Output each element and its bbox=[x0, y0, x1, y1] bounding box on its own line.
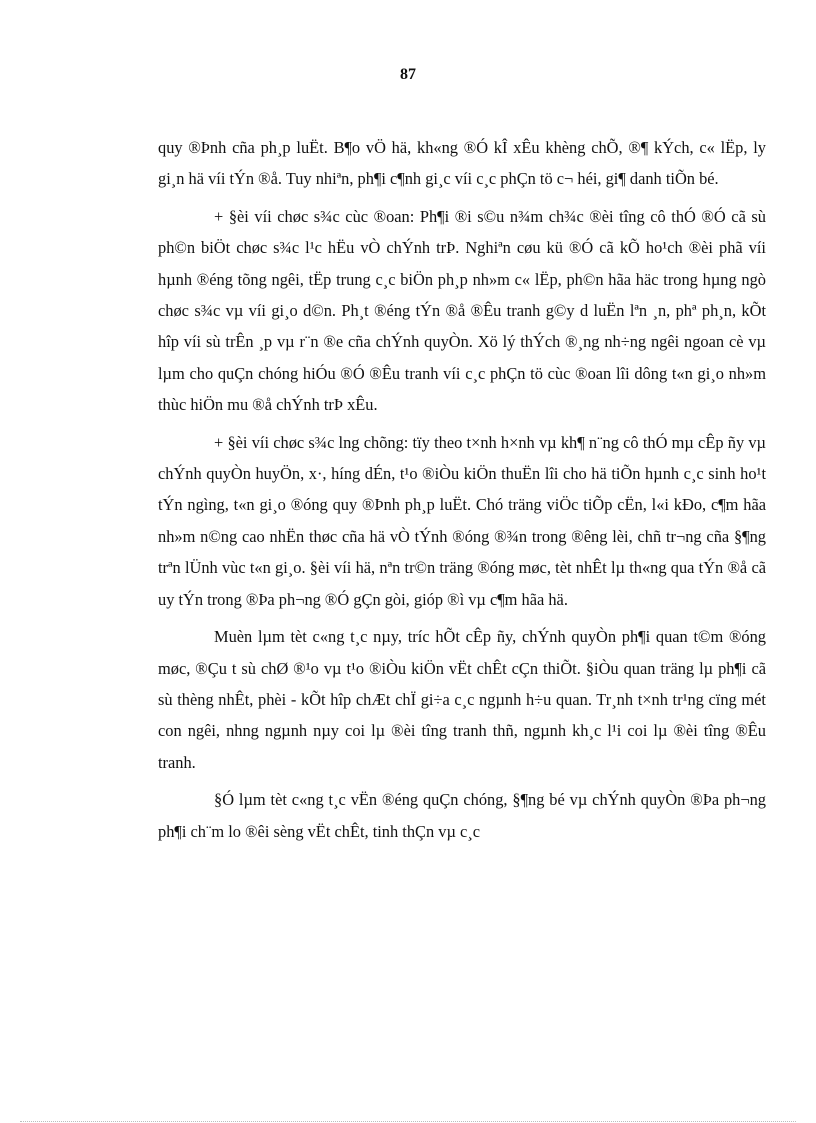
page-number: 87 bbox=[400, 66, 416, 83]
page-bottom-divider bbox=[20, 1121, 796, 1122]
paragraph-5: §Ó lµm tèt c«ng t¸c vËn ®éng quÇn chóng, §¶ng bé vµ chÝnh quyÒn ®Þa ph¬ng ph¶i ch¨m lo ®êi sèng vËt chÊt, tinh thÇn vµ c¸c bbox=[158, 790, 766, 841]
paragraph-1: quy ®Þnh cña ph¸p luËt. B¶o vÖ hä, kh«ng ®Ó kÎ xÊu khèng chÕ, ®¶ kÝch, c« lËp, ly gi¸n hä víi tÝn ®å. Tuy nhiªn, ph¶i c¶nh gi¸c víi c¸c phÇn tö c¬ héi, gi¶ danh tiÕn bé. bbox=[158, 138, 766, 189]
paragraph-2: + §èi víi chøc s¾c cùc ®oan: Ph¶i ®i s©u n¾m ch¾c ®èi tîng cô thÓ ®Ó cã sù ph©n biÖt chøc s¾c l¹c hËu vÒ chÝnh trÞ. Nghiªn cøu kü ®Ó cã kÕ ho¹ch ®èi phã víi hµnh ®éng tõng ngêi, tËp trung c¸c biÖn ph¸p nh»m c« lËp, ph©n hãa häc trong hµng ngò chøc s¾c vµ víi gi¸o d©n. Ph¸t ®éng tÝn ®å ®Êu tranh g©y d luËn lªn ¸n, phª ph¸n, kÕt hîp víi sù trÊn ¸p vµ r¨n ®e cña chÝnh quyÒn. Xö lý thÝch ®¸ng nh÷ng ngêi ngoan cè vµ lµm cho quÇn chóng hiÓu ®Ó ®Êu tranh víi c¸c phÇn tö cùc ®oan lîi dông t«n gi¸o nh»m thùc hiÖn mu ®å chÝnh trÞ xÊu. bbox=[158, 206, 766, 415]
paragraph-4: Muèn lµm tèt c«ng t¸c nµy, tríc hÕt cÊp ñy, chÝnh quyÒn ph¶i quan t©m ®óng møc, ®Çu t sù chØ ®¹o vµ t¹o ®iÒu kiÖn vËt chÊt cÇn thiÕt. §iÒu quan träng lµ ph¶i cã sù thèng nhÊt, phèi - kÕt hîp chÆt chÏ gi÷a c¸c ngµnh h÷u quan. Tr¸nh t×nh tr¹ng cïng mét con ngêi, nhng ngµnh nµy coi lµ ®èi tîng tranh thñ, ngµnh kh¸c l¹i coi lµ ®èi tîng ®Êu tranh. bbox=[158, 627, 766, 772]
paragraph-3: + §èi víi chøc s¾c lng chõng: tïy theo t×nh h×nh vµ kh¶ n¨ng cô thÓ mµ cÊp ñy vµ chÝnh quyÒn huyÖn, x·, híng dÉn, t¹o ®iÒu kiÖn thuËn lîi cho hä tiÕn hµnh c¸c sinh ho¹t tÝn ngìng, t«n gi¸o ®óng quy ®Þnh ph¸p luËt. Chó träng viÖc tiÕp cËn, l«i kÐo, c¶m hãa nh»m n©ng cao nhËn thøc cña hä vÒ tÝnh ®óng ®¾n trong ®êng lèi, chñ tr¬ng cña §¶ng trªn lÜnh vùc t«n gi¸o. §èi víi hä, nªn tr©n träng ®óng møc, tèt nhÊt lµ th«ng qua tÝn ®å cã uy tÝn trong ®Þa ph¬ng ®Ó gÇn gòi, gióp ®ì vµ c¶m hãa hä. bbox=[158, 432, 766, 609]
body-text bbox=[158, 132, 766, 853]
